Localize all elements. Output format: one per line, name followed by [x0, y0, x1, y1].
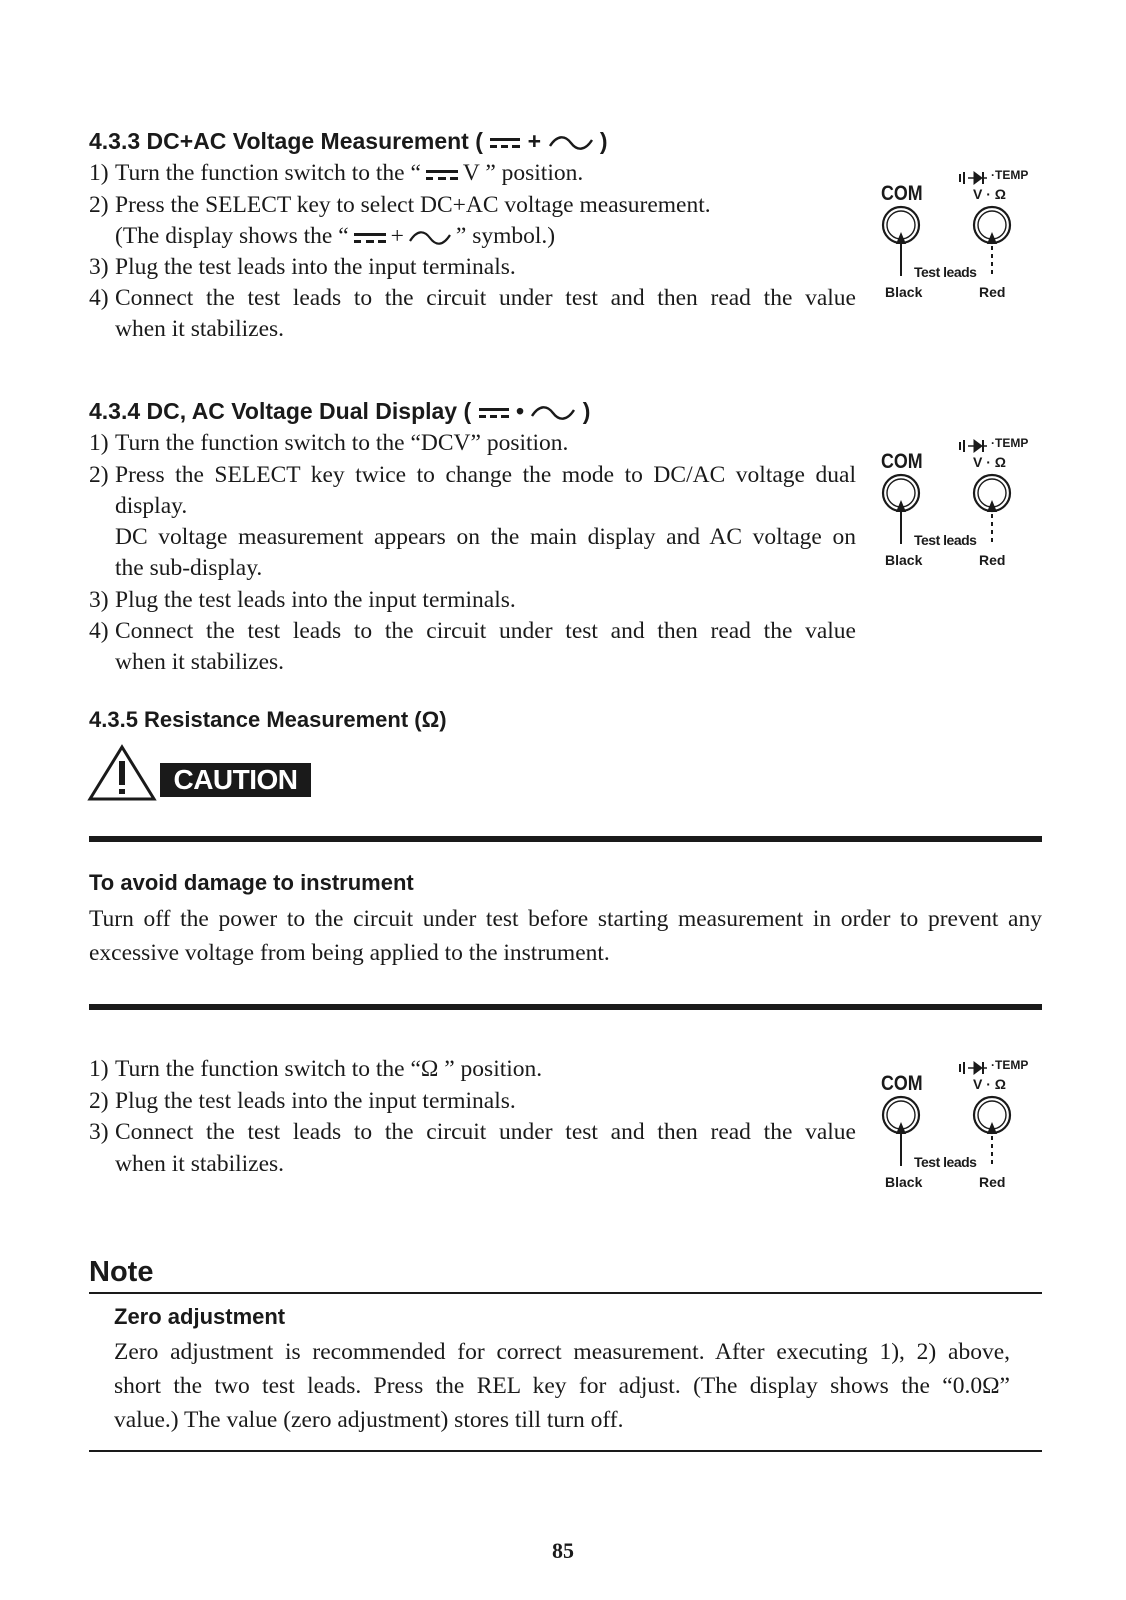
list-item: 4) Connect the test leads to the circuit under test and then read the value: [89, 285, 856, 311]
list-item: 1) Turn the function switch to the “DCV” position.: [89, 430, 569, 456]
caution-text: Turn off the power to the circuit under test before starting measurement in order to prevent any excessive voltage from being applied to the instrument.: [89, 906, 1042, 966]
list-item: display.: [115, 493, 188, 519]
divider: [89, 1004, 1042, 1010]
section-4-3-3-title: 4.3.3 DC+AC Voltage Measurement ( + ): [89, 128, 608, 154]
list-item: (The display shows the “ + ” symbol.): [115, 223, 556, 249]
ac-wave-icon: [408, 229, 452, 247]
list-item: DC voltage measurement appears on the main display and AC voltage on: [115, 524, 856, 550]
dc-symbol-icon: [353, 230, 387, 246]
list-item: 4) Connect the test leads to the circuit under test and then read the value: [89, 618, 856, 644]
divider: [89, 836, 1042, 842]
note-title: Note: [89, 1256, 154, 1288]
list-item: 2) Press the SELECT key twice to change the mode to DC/AC voltage dual: [89, 462, 856, 488]
divider: [89, 1292, 1042, 1294]
divider: [89, 1450, 1042, 1452]
list-item: the sub-display.: [115, 555, 263, 581]
list-item: 1) Turn the function switch to the “Ω ” position.: [89, 1056, 543, 1082]
list-item: 1) Turn the function switch to the “ V ” position.: [89, 160, 584, 186]
dc-symbol-icon: [489, 135, 521, 151]
caution-heading: To avoid damage to instrument: [89, 870, 414, 895]
ac-wave-icon: [548, 134, 594, 152]
warning-triangle-icon: [87, 744, 157, 802]
terminal-diagram: COM ·TEMP V · Ω Test leads Black Red: [876, 436, 1046, 576]
section-4-3-4-title: 4.3.4 DC, AC Voltage Dual Display ( • ): [89, 398, 591, 424]
section-4-3-5-title: 4.3.5 Resistance Measurement (Ω): [89, 707, 447, 732]
note-text: Zero adjustment is recommended for correct measurement. After executing 1), 2) above, short the two test leads. Press the REL key for adjust. (The display shows the “0.0Ω” value.) The value (zero adjustment) stores till turn off.: [114, 1339, 1010, 1433]
terminal-diagram: COM ·TEMP V · Ω Test leads Black Red: [876, 1058, 1046, 1198]
list-item: 3) Plug the test leads into the input terminals.: [89, 587, 516, 613]
page-number: 85: [552, 1538, 574, 1563]
list-item: 3) Plug the test leads into the input terminals.: [89, 254, 516, 280]
list-item: when it stabilizes.: [115, 1151, 285, 1177]
dc-symbol-icon: [478, 405, 510, 421]
ac-wave-icon: [530, 404, 576, 422]
terminal-diagram: COM ·TEMP V · Ω Test leads Black Red: [876, 168, 1046, 308]
list-item: 2) Plug the test leads into the input terminals.: [89, 1088, 516, 1114]
list-item: when it stabilizes.: [115, 649, 285, 675]
list-item: 2) Press the SELECT key to select DC+AC voltage measurement.: [89, 192, 711, 218]
caution-label: CAUTION: [160, 763, 311, 797]
list-item: when it stabilizes.: [115, 316, 285, 342]
note-heading: Zero adjustment: [114, 1304, 286, 1329]
dc-symbol-icon: [425, 167, 459, 183]
list-item: 3) Connect the test leads to the circuit under test and then read the value: [89, 1119, 856, 1145]
